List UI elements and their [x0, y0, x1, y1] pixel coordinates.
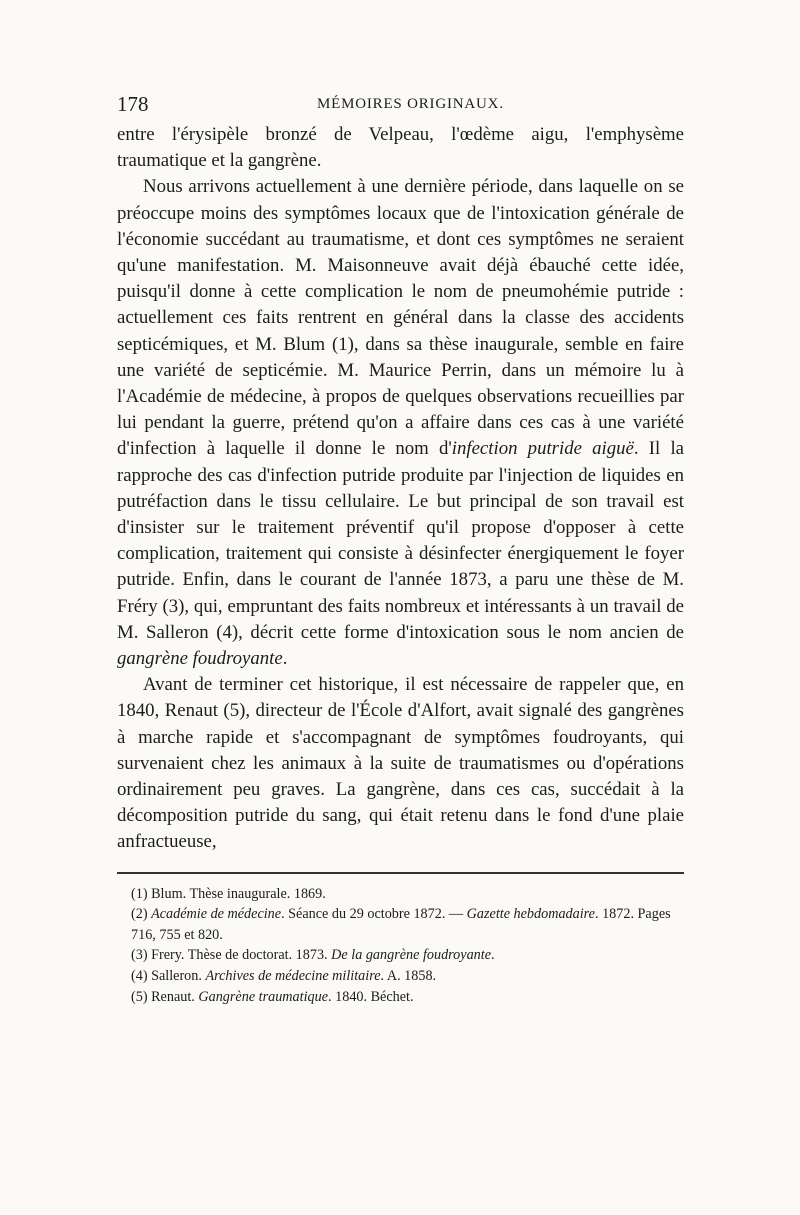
text-run: (1) Blum. Thèse inaugurale. 1869.	[131, 885, 326, 902]
text-run: (3) Frery. Thèse de doctorat. 1873.	[131, 947, 332, 964]
paragraph	[117, 174, 684, 672]
text-run: (5) Renaut.	[131, 988, 199, 1005]
paragraph	[117, 672, 684, 855]
footnote	[117, 966, 684, 987]
text-run: . 1840. Béchet.	[328, 988, 414, 1005]
text-run: (2)	[131, 906, 152, 923]
footnote	[117, 987, 684, 1008]
italic-text: infection putride aiguë	[451, 438, 634, 460]
text-run: (4) Salleron.	[131, 968, 206, 985]
text-run: Nous arrivons actuellement à une dernière période, dans laquelle on se préoccupe moins des symptômes locaux que de l'intoxication générale de l'économie succédant au traumatisme, et dont ces symptômes ne seraient qu'une manifestation. M. Maisonneuve avait déjà ébauché cette idée, puisqu'il donne à cette complication le nom de pneumohémie putride : actuellement ces faits rentrent en général dans la classe des accidents septicémiques, et M. Blum (1), dans sa thèse inaugurale, semble en faire une variété de septicémie. M. Maurice Perrin, dans un mémoire lu à l'Académie de médecine, à propos de quelques observations recueillies par lui pendant la guerre, prétend qu'on a affaire dans ces cas à une variété d'infection à laquelle il donne le nom d'	[117, 176, 684, 460]
italic-text: Académie de médecine	[151, 906, 282, 923]
paragraph	[117, 122, 684, 174]
text-run: . Il la rapproche des cas d'infection putride produite par l'injection de liquides en putréfaction dans le tissu cellulaire. Le but principal de son travail est d'insister sur le traitement préventif qu'il propose d'opposer à cette complication, traitement qui consiste à désinfecter énergiquement le foyer putride. Enfin, dans le courant de l'année 1873, a paru une thèse de M. Fréry (3), qui, empruntant des faits nombreux et intéressants à un travail de M. Salleron (4), décrit cette forme d'intoxication sous le nom ancien de	[117, 438, 684, 643]
italic-text: Archives de médecine militaire	[205, 968, 381, 985]
text-run: . Séance du 29 octobre 1872. —	[281, 906, 467, 923]
italic-text: Gangrène traumatique	[198, 988, 329, 1005]
page-header	[117, 92, 684, 122]
italic-text: gangrène foudroyante	[117, 648, 283, 670]
book-page	[117, 92, 684, 1007]
footnotes	[117, 884, 684, 1008]
text-run: entre l'érysipèle bronzé de Velpeau, l'œdème aigu, l'emphysème traumatique et la gangrène.	[117, 124, 684, 172]
text-run: . 1872. Pages 716, 755 et 820.	[131, 906, 671, 943]
text-run: .	[282, 648, 288, 670]
text-run: . A. 1858.	[380, 968, 437, 985]
text-run: Avant de terminer cet historique, il est nécessaire de rappeler que, en 1840, Renaut (5), directeur de l'École d'Alfort, avait signalé des gangrènes à marche rapide et s'accompagnant de symptômes foudroyants, qui survenaient chez les animaux à la suite de traumatismes ou d'opérations ordinairement peu graves. La gangrène, dans ces cas, succédait à la décomposition putride du sang, qui était retenu dans le fond d'une plaie anfractueuse,	[117, 674, 684, 853]
footnote-divider	[117, 872, 684, 874]
body-text	[117, 122, 684, 856]
italic-text: De la gangrène foudroyante	[331, 947, 491, 964]
footnote	[117, 884, 684, 905]
text-run: .	[491, 947, 495, 964]
italic-text: Gazette hebdomadaire	[466, 906, 595, 923]
running-head: MÉMOIRES ORIGINAUX.	[317, 96, 504, 112]
page-number: 178	[117, 92, 149, 116]
footnote	[117, 904, 684, 945]
footnote	[117, 945, 684, 966]
